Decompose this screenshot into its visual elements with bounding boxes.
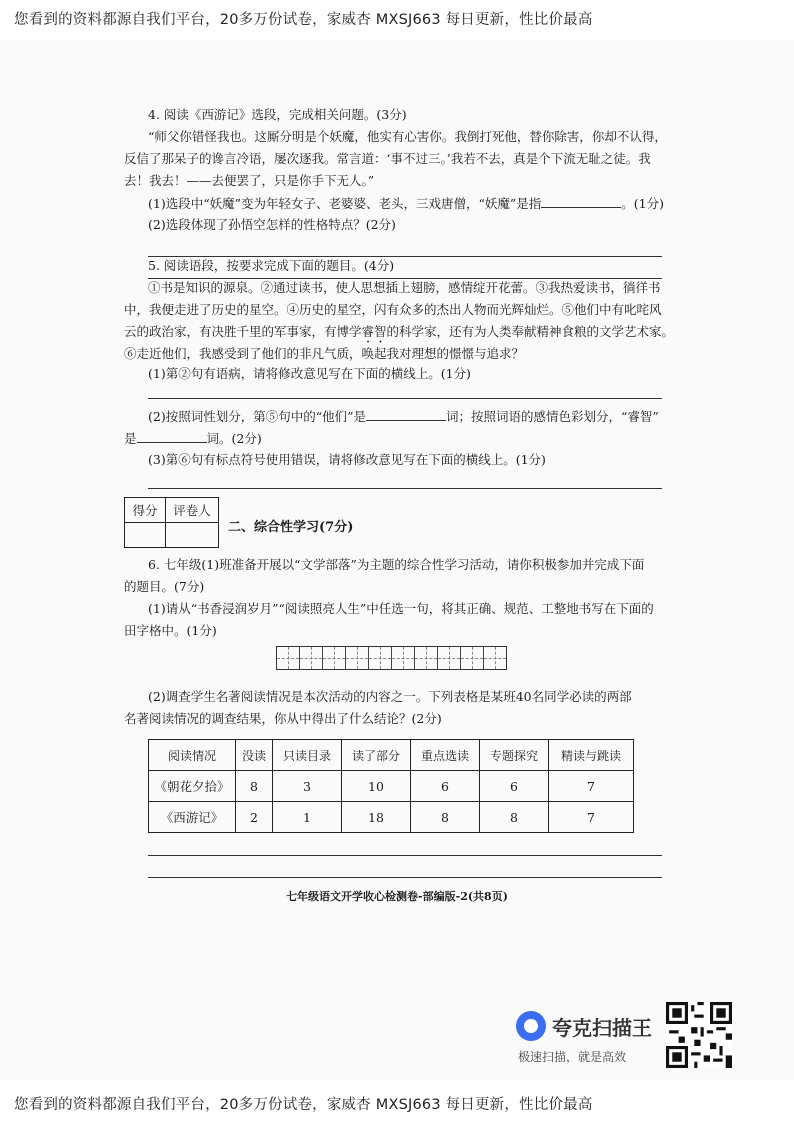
q6-sub1-line2: 田字格中。(1分) bbox=[124, 623, 217, 638]
grid-cell[interactable] bbox=[415, 647, 438, 669]
answer-line[interactable] bbox=[148, 278, 662, 279]
table-cell: 7 bbox=[549, 771, 634, 802]
scanner-logo bbox=[512, 1008, 662, 1068]
grader-cell[interactable] bbox=[166, 523, 219, 548]
q5-sub2-text-c: 是 bbox=[124, 431, 137, 446]
score-cell[interactable] bbox=[125, 523, 166, 548]
table-cell: 《朝花夕拾》 bbox=[149, 771, 236, 802]
q5-passage-line3-b: 的科学家，还有为人类奉献精神食粮的文学艺术家。 bbox=[386, 324, 675, 339]
writing-grid[interactable] bbox=[276, 646, 507, 670]
table-cell: 8 bbox=[411, 802, 480, 833]
q6-intro-line2: 的题目。(7分) bbox=[124, 579, 205, 594]
q4-passage-line2: 反信了那呆子的谗言冷语，屡次逐我。常言道：‘事不过三。’我若不去，真是个下流无耻之徒。我 bbox=[124, 151, 651, 166]
q5-passage-line1: ①书是知识的源泉。②通过读书，使人思想插上翅膀，感情绽开花蕾。③我热爱读书，徜徉书 bbox=[148, 280, 661, 295]
q6-sub2-line2: 名著阅读情况的调查结果，你从中得出了什么结论？(2分) bbox=[124, 711, 442, 726]
table-header: 精读与跳读 bbox=[549, 740, 634, 771]
scanner-logo-name: 夸克扫描王 bbox=[552, 1016, 652, 1040]
table-cell: 8 bbox=[236, 771, 273, 802]
score-box bbox=[124, 497, 219, 548]
q5-sub2-text-d: 词。(2分) bbox=[206, 431, 262, 446]
scanner-logo-icon bbox=[516, 1011, 546, 1041]
top-banner: 您看到的资料都源自我们平台，20多万份试卷，家威杏 MXSJ663 每日更新，性比价最高 bbox=[14, 12, 593, 28]
table-cell: 7 bbox=[549, 802, 634, 833]
scanner-logo-slogan: 极速扫描，就是高效 bbox=[518, 1050, 627, 1064]
dotted-word: 睿智 bbox=[361, 324, 387, 339]
grid-cell[interactable] bbox=[346, 647, 369, 669]
table-header: 读了部分 bbox=[342, 740, 411, 771]
table-row bbox=[149, 802, 634, 833]
q6-sub2-line1: (2)调查学生名著阅读情况是本次活动的内容之一。下列表格是某班40名同学必读的两部 bbox=[148, 689, 632, 704]
q4-passage-line3: 去！我去！——去便罢了，只是你手下无人。” bbox=[124, 173, 375, 188]
table-cell: 6 bbox=[480, 771, 549, 802]
table-header: 阅读情况 bbox=[149, 740, 236, 771]
grid-cell[interactable] bbox=[277, 647, 300, 669]
grader-label: 评卷人 bbox=[166, 498, 219, 523]
section-title: 二、综合性学习(7分) bbox=[228, 520, 354, 535]
grid-cell[interactable] bbox=[369, 647, 392, 669]
grid-cell[interactable] bbox=[484, 647, 506, 669]
table-cell: 《西游记》 bbox=[149, 802, 236, 833]
bottom-banner: 您看到的资料都源自我们平台，20多万份试卷，家威杏 MXSJ663 每日更新，性比价最高 bbox=[14, 1097, 593, 1113]
q5-sub2-text-b: 词；按照词语的感情色彩划分，“睿智” bbox=[446, 409, 659, 424]
grid-cell[interactable] bbox=[438, 647, 461, 669]
q6-sub1-line1: (1)请从“书香浸润岁月”“阅读照亮人生”中任选一句，将其正确、规范、工整地书写在下面的 bbox=[148, 601, 654, 616]
answer-line[interactable] bbox=[148, 398, 662, 399]
page-footer: 七年级语文开学收心检测卷-部编版-2(共8页) bbox=[286, 890, 508, 903]
answer-line[interactable] bbox=[148, 877, 662, 878]
qr-code-icon bbox=[666, 1002, 732, 1068]
survey-table bbox=[148, 739, 634, 833]
q4-passage-line1: “师父你错怪我也。这厮分明是个妖魔，他实有心害你。我倒打死他，替你除害，你却不认得， bbox=[148, 129, 667, 144]
table-cell: 10 bbox=[342, 771, 411, 802]
q5-sub1: (1)第②句有语病，请将修改意见写在下面的横线上。(1分) bbox=[148, 366, 471, 381]
q5-sub3: (3)第⑥句有标点符号使用错误，请将修改意见写在下面的横线上。(1分) bbox=[148, 452, 546, 467]
score-label: 得分 bbox=[125, 498, 166, 523]
q4-sub2: (2)选段体现了孙悟空怎样的性格特点？(2分) bbox=[148, 217, 396, 232]
scanned-exam-page bbox=[0, 40, 794, 1080]
table-row bbox=[149, 771, 634, 802]
answer-line[interactable] bbox=[148, 855, 662, 856]
table-cell: 6 bbox=[411, 771, 480, 802]
q5-passage-line4: ⑥走近他们，我感受到了他们的非凡气质，唤起我对理想的憬憬与追求？ bbox=[124, 346, 525, 361]
q5-passage-line3 bbox=[124, 324, 674, 346]
answer-blank[interactable] bbox=[366, 408, 446, 421]
table-header-row bbox=[149, 740, 634, 771]
answer-line[interactable] bbox=[148, 256, 662, 257]
grid-cell[interactable] bbox=[300, 647, 323, 669]
q4-title: 4. 阅读《西游记》选段，完成相关问题。(3分) bbox=[148, 107, 407, 122]
answer-blank[interactable] bbox=[541, 195, 621, 208]
q5-passage-line2: 中，我便走进了历史的星空。④历史的星空，闪有众多的杰出人物而光辉灿烂。⑤他们中有叱咤风 bbox=[124, 302, 662, 317]
table-cell: 3 bbox=[273, 771, 342, 802]
table-cell: 8 bbox=[480, 802, 549, 833]
answer-blank[interactable] bbox=[137, 430, 207, 443]
q5-title: 5. 阅读语段，按要求完成下面的题目。(4分) bbox=[148, 258, 395, 273]
table-header: 重点选读 bbox=[411, 740, 480, 771]
q5-sub2-line1 bbox=[148, 408, 659, 425]
table-cell: 2 bbox=[236, 802, 273, 833]
answer-line[interactable] bbox=[148, 488, 662, 489]
grid-cell[interactable] bbox=[392, 647, 415, 669]
grid-cell[interactable] bbox=[461, 647, 484, 669]
q4-sub1-text: (1)选段中“妖魔”变为年轻女子、老婆婆、老头，三戏唐僧，“妖魔”是指 bbox=[148, 196, 542, 211]
q5-passage-line3-a: 云的政治家，有决胜千里的军事家，有博学 bbox=[124, 324, 362, 339]
table-cell: 1 bbox=[273, 802, 342, 833]
q4-sub1-points: 。(1分) bbox=[621, 196, 664, 211]
table-header: 专题探究 bbox=[480, 740, 549, 771]
table-header: 只读目录 bbox=[273, 740, 342, 771]
q5-sub2-text-a: (2)按照词性划分，第⑤句中的“他们”是 bbox=[148, 409, 366, 424]
q4-sub1 bbox=[148, 195, 664, 212]
q5-sub2-line2 bbox=[124, 430, 262, 447]
q6-intro-line1: 6. 七年级(1)班准备开展以“文学部落”为主题的综合性学习活动，请你积极参加并完成下面 bbox=[148, 557, 645, 572]
table-cell: 18 bbox=[342, 802, 411, 833]
table-header: 没读 bbox=[236, 740, 273, 771]
grid-cell[interactable] bbox=[323, 647, 346, 669]
